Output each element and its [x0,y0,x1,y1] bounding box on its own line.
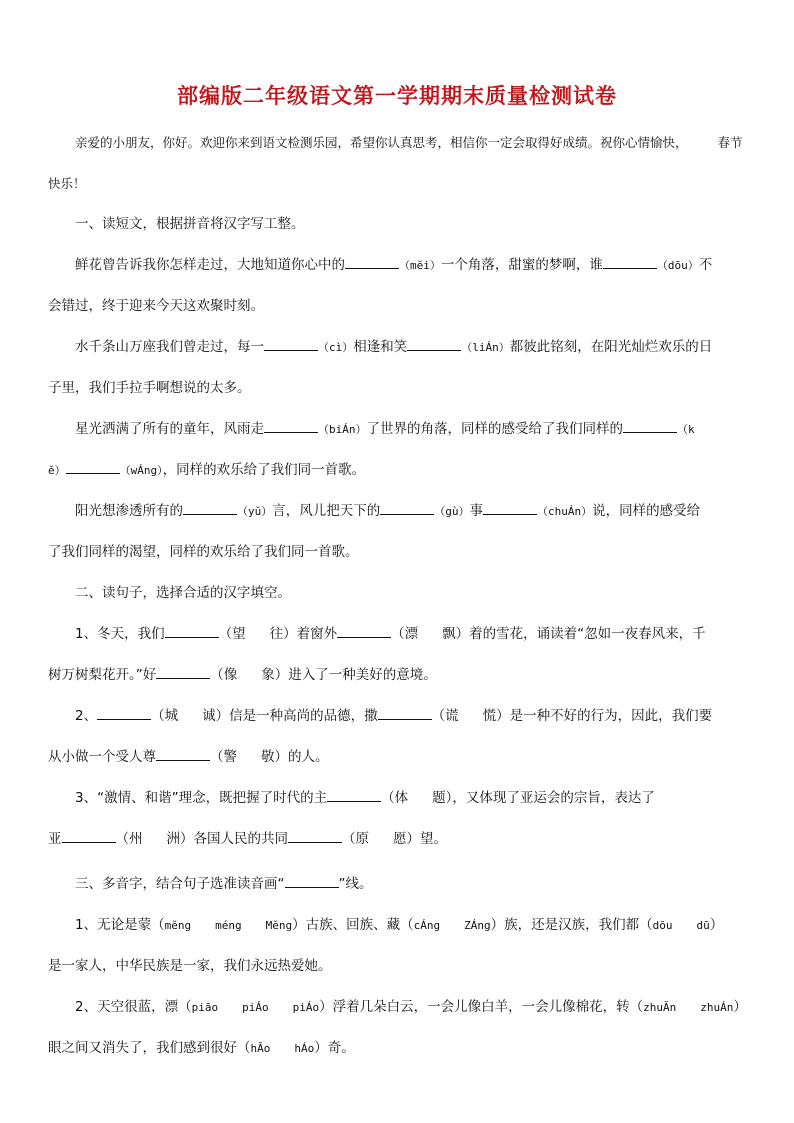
choice-option: 敬） [261,749,288,765]
pinyin-hint: （gù） [434,505,470,518]
answer-blank[interactable] [327,787,381,802]
section2 [48,573,748,860]
pinyin-option[interactable]: zhuÁn [700,1001,734,1014]
pinyin-option[interactable]: hÁo [294,1042,315,1055]
choice-option: （体 [381,790,409,806]
passage-text: 会错过，终于迎来今天这欢聚时刻。 [48,298,264,314]
pinyin-hint: （liÁn） [461,341,510,354]
s3-q2-line1 [48,987,748,1028]
pinyin-hint: （chuÁn） [537,505,593,518]
passage-text: 言，风儿把天下的 [272,503,381,519]
question-text: ） [709,917,724,933]
question-text: 的人。 [288,749,329,765]
s3-q1-line2 [48,946,748,987]
intro-line-1 [48,122,748,163]
answer-blank[interactable] [66,459,120,474]
section-heading: 二、读句子，选择合适的汉字填空。 [75,585,291,601]
passage-text: 相逢和笑 [353,339,408,355]
passage-text: ，同样的欢乐给了我们同一首歌。 [162,462,366,478]
choice-option: （州 [115,831,143,847]
section2-heading [48,573,748,614]
choice-option: 飘） [442,626,470,642]
answer-blank[interactable] [380,500,434,515]
underline-sample [285,873,339,888]
choice-option: 象） [261,667,289,683]
answer-blank[interactable] [345,254,399,269]
question-text: 1、无论是蒙（ [75,917,165,933]
intro-paragraph [48,122,748,204]
question-text: 从小做一个受人尊 [48,749,156,765]
section3 [48,864,748,1069]
answer-blank[interactable] [288,828,342,843]
s1-p4-line1 [48,491,748,532]
pinyin-hint: （cì） [318,341,354,354]
answer-blank[interactable] [183,500,237,515]
pinyin-option[interactable]: hĂo [250,1042,271,1055]
question-text: 是一种不好的行为，因此，我们要 [509,708,713,724]
page-title: 部编版二年级语文第一学期期末质量检测试卷 [177,83,617,108]
question-text: 进入了一种美好的意境。 [288,667,437,683]
passage-text: 子里，我们手拉手啊想说的太多。 [48,380,251,396]
answer-blank[interactable] [623,418,677,433]
choice-option: 题） [432,790,453,806]
pinyin-option[interactable]: Mĕng [265,919,293,932]
s1-p1-line2 [48,286,748,327]
question-text: 是一家人，中华民族是一家，我们永远热爱她。 [48,958,332,974]
pinyin-option[interactable]: dū [696,919,710,932]
pinyin-hint: （biÁn） [318,423,367,436]
question-text: ）奇。 [314,1040,355,1056]
choice-option: （城 [151,708,179,724]
pinyin-hint: （mĕi） [399,259,441,272]
section-heading: 三、多音字，结合句子选准读音画“ [75,876,285,892]
passage-text: 都彼此铭刻，在阳光灿烂欢乐的日 [509,339,713,355]
question-text: 树万树梨花开。”好 [48,667,157,683]
s1-p3-line1 [48,409,748,450]
passage-text: 了世界的角落，同样的感受给了我们同样的 [366,421,623,437]
intro-text-2: 快乐！ [48,176,86,191]
passage-text: 了我们同样的渴望，同样的欢乐给了我们同一首歌。 [48,544,359,560]
s2-q3-line1 [48,778,748,819]
s3-q1-line1 [48,905,748,946]
passage-text: 不 [698,257,713,273]
choice-option: （像 [210,667,238,683]
question-text: 各国人民的共同 [193,831,288,847]
s2-q1-line2 [48,655,748,696]
pinyin-option[interactable]: cÁng [413,919,441,932]
answer-blank[interactable] [378,705,432,720]
answer-blank[interactable] [407,336,461,351]
choice-option: （望 [218,626,246,642]
answer-blank[interactable] [165,623,219,638]
pinyin-hint: （wÁng） [119,464,163,477]
pinyin-option[interactable]: piÁo [292,1001,320,1014]
section1-heading [48,204,748,245]
pinyin-option[interactable]: dōu [652,919,673,932]
pinyin-option[interactable]: ZÁng [464,919,491,932]
s1-p1-line1 [48,245,748,286]
answer-blank[interactable] [97,705,151,720]
section-heading: 一、读短文，根据拼音将汉字写工整。 [75,216,305,232]
passage-text: 水千条山万座我们曾走过，每一 [75,339,264,355]
passage-text: 阳光想渗透所有的 [75,503,183,519]
question-text: ）浮着几朵白云，一会儿像白羊，一会儿像棉花，转（ [319,999,644,1015]
choice-option: 往） [269,626,297,642]
answer-blank[interactable] [337,623,391,638]
answer-blank[interactable] [264,418,318,433]
passage-text: 鲜花曾告诉我你怎样走过，大地知道你心中的 [75,257,345,273]
choice-option: 洲） [166,831,194,847]
pinyin-option[interactable]: piÁo [242,1001,269,1014]
choice-option: 愿） [393,831,420,847]
question-text: ，又体现了亚运会的宗旨，表达了 [452,790,655,806]
intro-line-2 [48,163,748,204]
s2-q2-line2 [48,737,748,778]
question-text: 信是一种高尚的品德，撒 [229,708,378,724]
section1 [48,204,748,573]
s2-q3-line2 [48,819,748,860]
section3-heading [48,864,748,905]
answer-blank[interactable] [603,254,657,269]
intro-text-end: 春节 [717,135,743,150]
s2-q2-line1 [48,696,748,737]
pinyin-hint: ĕ） [48,464,66,477]
answer-blank[interactable] [156,746,210,761]
s1-p3-line2 [48,450,748,491]
question-text: 眼之间又消失了，我们感到很好（ [48,1040,251,1056]
question-text: 着的雪花，诵读着“忽如一夜春风来，千 [469,626,706,642]
pinyin-option[interactable]: mĕng [164,919,192,932]
pinyin-option[interactable]: zhuĂn [643,1001,677,1014]
s2-q1-line1 [48,614,748,655]
question-text: ） [733,999,747,1015]
intro-text: 亲爱的小朋友，你好。欢迎你来到语文检测乐园，希望你认真思考，相信你一定会取得好成绩。祝你心情愉快， [75,135,688,150]
answer-blank[interactable] [156,664,210,679]
choice-option: （漂 [391,626,419,642]
choice-option: （原 [342,831,369,847]
pinyin-hint: （yŭ） [237,505,273,518]
question-text: 亚 [48,831,62,847]
s1-p4-line2 [48,532,748,573]
question-text: ）族，还是汉族，我们都（ [490,917,653,933]
question-text: 1、冬天，我们 [75,626,165,642]
answer-blank[interactable] [264,336,318,351]
passage-text: 说，同样的感受给 [592,503,701,519]
answer-blank[interactable] [483,500,537,515]
question-text: 3、“激情、和谐”理念，既把握了时代的主 [75,790,328,806]
choice-option: 诚） [202,708,230,724]
answer-blank[interactable] [62,828,116,843]
question-text: 2、 [75,708,98,724]
question-text: 2、天空很蓝，漂（ [75,999,192,1015]
passage-text: 事 [469,503,483,519]
s1-p2-line2 [48,368,748,409]
s3-q2-line2 [48,1028,748,1069]
choice-option: 慌） [482,708,510,724]
passage-text: 一个角落，甜蜜的梦啊，谁 [440,257,603,273]
pinyin-hint: （k [677,423,695,436]
pinyin-option[interactable]: piāo [191,1001,219,1014]
passage-text: 星光洒满了所有的童年，风雨走 [75,421,264,437]
choice-option: （警 [210,749,237,765]
section-heading: ”线。 [338,876,373,892]
pinyin-hint: （dōu） [656,259,699,272]
pinyin-option[interactable]: méng [215,919,242,932]
question-text: 望。 [420,831,447,847]
question-text: 着窗外 [296,626,338,642]
choice-option: （谎 [431,708,459,724]
s1-p2-line1 [48,327,748,368]
question-text: ）古族、回族、藏（ [292,917,414,933]
